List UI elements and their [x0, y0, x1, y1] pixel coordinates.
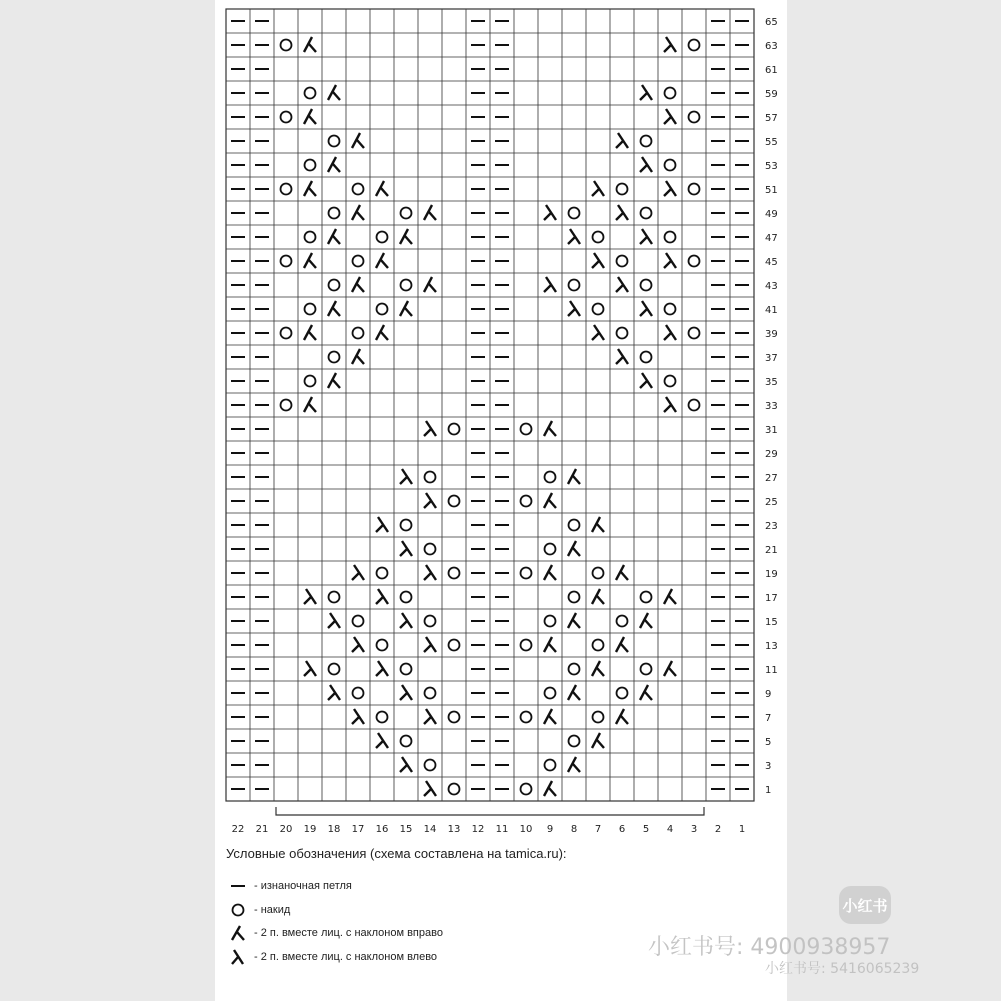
row-label: 21 [765, 545, 778, 556]
row-label: 41 [765, 305, 778, 316]
row-label: 55 [765, 137, 778, 148]
legend-k2tog-left-text: - 2 п. вместе лиц. с наклоном влево [254, 951, 438, 963]
row-label: 23 [765, 521, 778, 532]
row-label: 37 [765, 353, 778, 364]
column-label: 15 [399, 824, 413, 835]
column-label: 18 [327, 824, 341, 835]
row-label: 39 [765, 329, 778, 340]
column-label: 10 [519, 824, 533, 835]
column-label: 20 [279, 824, 293, 835]
purl-dash-icon [228, 876, 248, 896]
column-label: 4 [666, 824, 674, 835]
column-label: 13 [447, 824, 461, 835]
row-label: 51 [765, 185, 778, 196]
row-label: 9 [765, 689, 772, 700]
column-label: 21 [255, 824, 269, 835]
row-label: 7 [765, 713, 772, 724]
row-label: 29 [765, 449, 778, 460]
row-label: 35 [765, 377, 778, 388]
row-label: 45 [765, 257, 778, 268]
row-label: 53 [765, 161, 778, 172]
legend-purl-text: - изнаночная петля [254, 880, 352, 892]
row-label: 65 [765, 17, 778, 28]
row-label: 33 [765, 401, 778, 412]
yarn-over-circle-icon [228, 900, 248, 920]
column-label: 5 [642, 824, 650, 835]
row-label: 1 [765, 785, 772, 796]
column-label: 8 [570, 824, 578, 835]
row-label: 49 [765, 209, 778, 220]
row-label: 59 [765, 89, 778, 100]
column-label: 19 [303, 824, 317, 835]
column-label: 2 [714, 824, 722, 835]
k2tog-left-icon [228, 947, 248, 967]
row-label: 43 [765, 281, 778, 292]
legend-item-yarn-over [228, 899, 290, 921]
legend-k2tog-right-text: - 2 п. вместе лиц. с наклоном вправо [254, 927, 443, 939]
legend-title: Условные обозначения (схема составлена на tamica.ru): [226, 846, 567, 861]
column-label: 14 [423, 824, 437, 835]
repeat-bracket [276, 807, 704, 815]
column-label: 11 [495, 824, 509, 835]
row-label: 25 [765, 497, 778, 508]
row-label: 63 [765, 41, 778, 52]
row-label: 17 [765, 593, 778, 604]
watermark-sub: 小红书号: 5416065239 [765, 961, 920, 977]
row-label: 19 [765, 569, 778, 580]
row-label: 27 [765, 473, 778, 484]
column-label: 16 [375, 824, 389, 835]
row-label: 61 [765, 65, 778, 76]
column-label: 12 [471, 824, 485, 835]
legend-item-k2tog-left [228, 946, 437, 968]
row-label: 5 [765, 737, 772, 748]
column-label: 1 [738, 824, 746, 835]
row-label: 13 [765, 641, 778, 652]
row-label: 3 [765, 761, 772, 772]
column-label: 17 [351, 824, 365, 835]
legend-item-purl [228, 875, 352, 897]
column-label: 3 [690, 824, 698, 835]
row-label: 31 [765, 425, 778, 436]
row-label: 11 [765, 665, 778, 676]
legend-yarn-over-text: - накид [254, 904, 291, 916]
column-label: 7 [594, 824, 602, 835]
column-label: 9 [546, 824, 554, 835]
k2tog-right-icon [228, 923, 248, 943]
row-label: 47 [765, 233, 778, 244]
column-label: 22 [231, 824, 245, 835]
column-label: 6 [618, 824, 626, 835]
watermark-logo: 小红书 [839, 886, 891, 924]
legend-item-k2tog-right [228, 922, 443, 944]
row-label: 57 [765, 113, 778, 124]
watermark-main: 小红书号: 4900938957 [648, 935, 891, 960]
chart-grid [226, 9, 754, 801]
row-label: 15 [765, 617, 778, 628]
